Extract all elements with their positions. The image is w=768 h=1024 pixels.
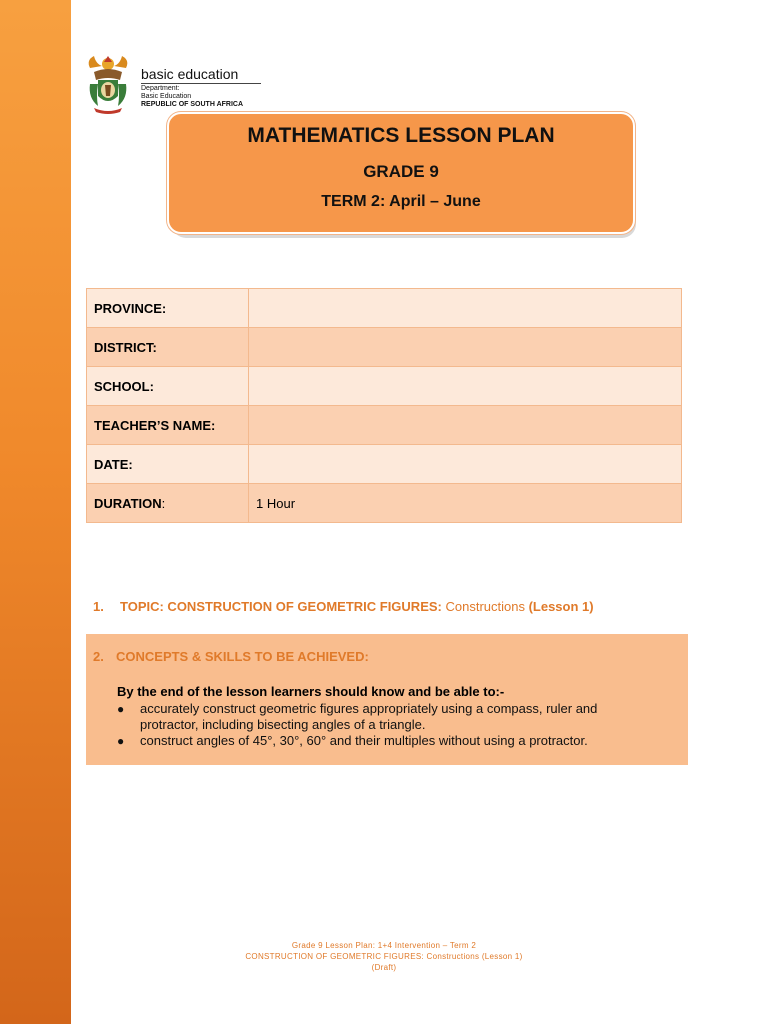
table-row-province bbox=[87, 289, 682, 328]
topic-section bbox=[93, 599, 594, 614]
lesson-info-table bbox=[86, 288, 682, 523]
school-label: SCHOOL: bbox=[87, 367, 249, 406]
topic-lesson: (Lesson 1) bbox=[528, 599, 594, 614]
district-label: DISTRICT: bbox=[87, 328, 249, 367]
topic-value: Constructions bbox=[441, 599, 529, 614]
term-heading: TERM 2: April – June bbox=[321, 193, 481, 210]
document-title: MATHEMATICS LESSON PLAN bbox=[247, 124, 555, 147]
concepts-intro: By the end of the lesson learners should know and be able to:- bbox=[117, 684, 505, 699]
logo-brand-text: basic education bbox=[141, 66, 239, 82]
province-value bbox=[249, 289, 682, 328]
table-row-teacher bbox=[87, 406, 682, 445]
concepts-section bbox=[86, 634, 688, 765]
list-item bbox=[111, 701, 651, 733]
duration-label-text: DURATION bbox=[94, 495, 162, 511]
logo-country-text: REPUBLIC OF SOUTH AFRICA bbox=[141, 101, 244, 108]
side-accent-bar bbox=[0, 0, 71, 1024]
footer-line-2: CONSTRUCTION OF GEOMETRIC FIGURES: Constructions (Lesson 1) bbox=[245, 952, 523, 961]
grade-heading: GRADE 9 bbox=[363, 162, 439, 181]
teacher-name-label: TEACHER’S NAME: bbox=[87, 406, 249, 445]
title-box bbox=[167, 112, 635, 234]
list-item-text: construct angles of 45°, 30°, 60° and their multiples without using a protractor. bbox=[140, 733, 588, 748]
duration-label bbox=[87, 484, 249, 523]
department-logo bbox=[84, 54, 264, 116]
topic-label: TOPIC: CONSTRUCTION OF GEOMETRIC FIGURES: bbox=[120, 599, 442, 614]
table-row-district bbox=[87, 328, 682, 367]
list-item-text: accurately construct geometric figures appropriately using a compass, ruler and protractor, including bisecting angles of a triangle. bbox=[140, 701, 598, 732]
logo-divider bbox=[141, 83, 261, 84]
table-row-duration bbox=[87, 484, 682, 523]
duration-value: 1 Hour bbox=[249, 484, 682, 523]
district-value bbox=[249, 328, 682, 367]
bullet-icon: ● bbox=[117, 734, 125, 748]
concepts-heading bbox=[93, 649, 369, 664]
school-value bbox=[249, 367, 682, 406]
logo-department-text bbox=[141, 85, 191, 101]
province-label: PROVINCE: bbox=[87, 289, 249, 328]
coat-of-arms-icon bbox=[84, 54, 132, 116]
concepts-list bbox=[111, 701, 651, 749]
footer-line-3: (Draft) bbox=[371, 963, 397, 972]
list-item bbox=[111, 733, 651, 749]
footer-line-1: Grade 9 Lesson Plan: 1+4 Intervention – Term 2 bbox=[291, 941, 477, 950]
concepts-number: 2. bbox=[93, 649, 104, 664]
concepts-heading-text: CONCEPTS & SKILLS TO BE ACHIEVED: bbox=[116, 649, 369, 664]
table-row-date bbox=[87, 445, 682, 484]
table-row-school bbox=[87, 367, 682, 406]
date-value bbox=[249, 445, 682, 484]
teacher-name-value bbox=[249, 406, 682, 445]
bullet-icon: ● bbox=[117, 702, 125, 716]
logo-department-line-2: Basic Education bbox=[141, 93, 192, 100]
date-label: DATE: bbox=[87, 445, 249, 484]
topic-number: 1. bbox=[93, 599, 104, 614]
duration-label-colon: : bbox=[161, 495, 166, 511]
side-accent-divider bbox=[71, 0, 73, 1024]
logo-department-line-1: Department: bbox=[141, 85, 180, 92]
